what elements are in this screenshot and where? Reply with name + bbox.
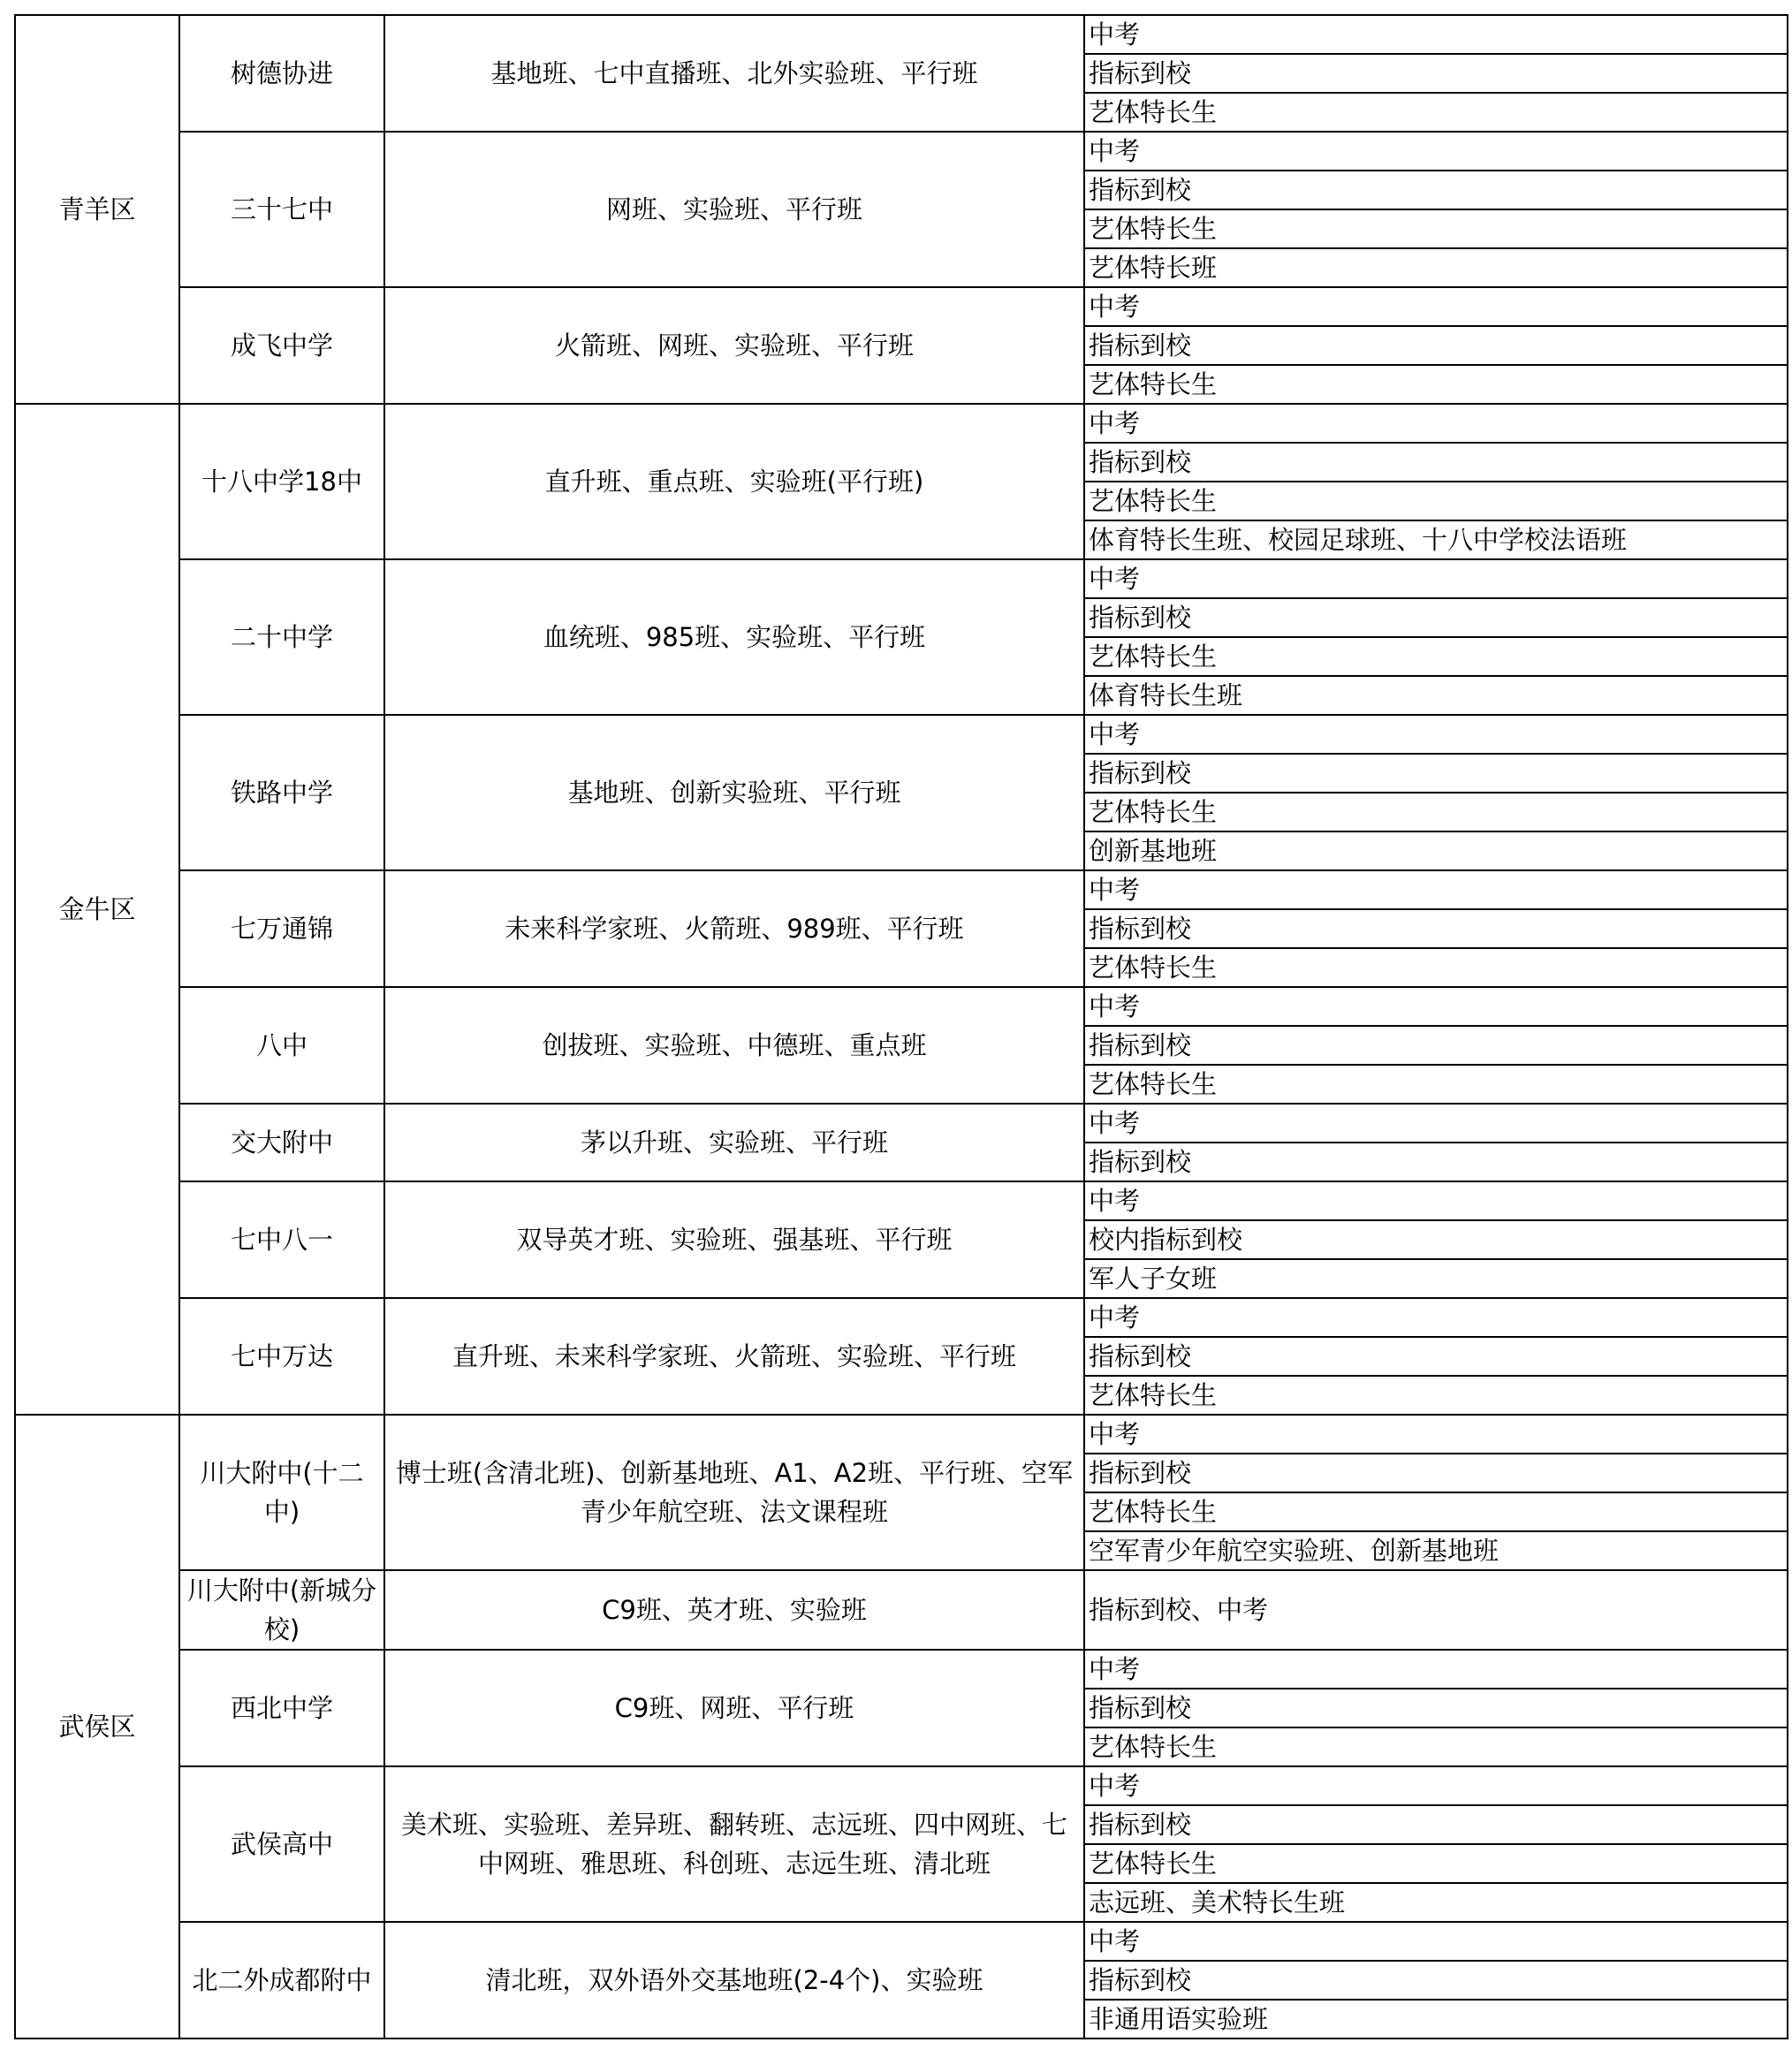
table-row (15, 132, 1788, 171)
school-name-cell: 十八中学18中 (179, 404, 384, 559)
school-name-cell: 树德协进 (179, 15, 384, 132)
enrollment-path-cell: 指标到校 (1084, 1143, 1788, 1181)
enrollment-path-cell: 艺体特长生 (1084, 209, 1788, 248)
table-row (15, 1766, 1788, 1805)
enrollment-path-cell: 指标到校 (1084, 1337, 1788, 1376)
enrollment-path-cell: 指标到校 (1084, 54, 1788, 93)
district-cell: 金牛区 (15, 404, 179, 1415)
table-row (15, 1570, 1788, 1650)
enrollment-path-cell: 中考 (1084, 1415, 1788, 1454)
class-types-cell: 创拔班、实验班、中德班、重点班 (384, 987, 1084, 1104)
class-types-cell: 美术班、实验班、差异班、翻转班、志远班、四中网班、七中网班、雅思班、科创班、志远生班、清北班 (384, 1766, 1084, 1922)
enrollment-path-cell: 指标到校 (1084, 171, 1788, 209)
table-row (15, 1922, 1788, 1961)
class-types-cell: C9班、英才班、实验班 (384, 1570, 1084, 1650)
enrollment-path-cell: 艺体特长生 (1084, 365, 1788, 404)
class-types-cell: 血统班、985班、实验班、平行班 (384, 559, 1084, 715)
enrollment-path-cell: 中考 (1084, 404, 1788, 443)
table-row (15, 1415, 1788, 1454)
enrollment-path-cell: 中考 (1084, 1298, 1788, 1337)
enrollment-path-cell: 艺体特长生 (1084, 482, 1788, 520)
enrollment-path-cell: 艺体特长生 (1084, 1065, 1788, 1104)
enrollment-path-cell: 非通用语实验班 (1084, 2000, 1788, 2039)
table-row (15, 15, 1788, 54)
enrollment-path-cell: 志远班、美术特长生班 (1084, 1883, 1788, 1922)
enrollment-path-cell: 艺体特长生 (1084, 637, 1788, 676)
enrollment-path-cell: 中考 (1084, 715, 1788, 754)
school-name-cell: 二十中学 (179, 559, 384, 715)
school-name-cell: 铁路中学 (179, 715, 384, 870)
enrollment-path-cell: 中考 (1084, 287, 1788, 326)
table-row (15, 870, 1788, 909)
class-types-cell: 火箭班、网班、实验班、平行班 (384, 287, 1084, 404)
table-row (15, 1181, 1788, 1220)
class-types-cell: 基地班、创新实验班、平行班 (384, 715, 1084, 870)
class-types-cell: 博士班(含清北班)、创新基地班、A1、A2班、平行班、空军青少年航空班、法文课程班 (384, 1415, 1084, 1570)
enrollment-path-cell: 体育特长生班、校园足球班、十八中学校法语班 (1084, 520, 1788, 559)
enrollment-path-cell: 艺体特长班 (1084, 248, 1788, 287)
school-name-cell: 武侯高中 (179, 1766, 384, 1922)
enrollment-path-cell: 中考 (1084, 1650, 1788, 1689)
enrollment-path-cell: 艺体特长生 (1084, 1727, 1788, 1766)
table-row (15, 1104, 1788, 1143)
school-name-cell: 川大附中(新城分校) (179, 1570, 384, 1650)
enrollment-path-cell: 指标到校 (1084, 754, 1788, 793)
school-name-cell: 交大附中 (179, 1104, 384, 1181)
enrollment-path-cell: 中考 (1084, 15, 1788, 54)
class-types-cell: 双导英才班、实验班、强基班、平行班 (384, 1181, 1084, 1298)
enrollment-path-cell: 校内指标到校 (1084, 1220, 1788, 1259)
table-row (15, 559, 1788, 598)
enrollment-path-cell: 军人子女班 (1084, 1259, 1788, 1298)
enrollment-path-cell: 指标到校 (1084, 443, 1788, 482)
enrollment-path-cell: 中考 (1084, 132, 1788, 171)
enrollment-path-cell: 中考 (1084, 870, 1788, 909)
enrollment-path-cell: 艺体特长生 (1084, 793, 1788, 831)
enrollment-path-cell: 指标到校 (1084, 1961, 1788, 2000)
enrollment-path-cell: 指标到校 (1084, 598, 1788, 637)
enrollment-path-cell: 指标到校 (1084, 326, 1788, 365)
enrollment-path-cell: 空军青少年航空实验班、创新基地班 (1084, 1531, 1788, 1570)
table-row (15, 404, 1788, 443)
enrollment-path-cell: 艺体特长生 (1084, 1492, 1788, 1531)
enrollment-path-cell: 中考 (1084, 1181, 1788, 1220)
table-row (15, 287, 1788, 326)
enrollment-path-cell: 体育特长生班 (1084, 676, 1788, 715)
enrollment-path-cell: 指标到校 (1084, 1689, 1788, 1727)
school-name-cell: 七中万达 (179, 1298, 384, 1415)
school-name-cell: 三十七中 (179, 132, 384, 287)
class-types-cell: 直升班、未来科学家班、火箭班、实验班、平行班 (384, 1298, 1084, 1415)
school-name-cell: 川大附中(十二中) (179, 1415, 384, 1570)
school-admissions-sheet (14, 14, 1788, 2039)
enrollment-path-cell: 艺体特长生 (1084, 1376, 1788, 1415)
school-name-cell: 北二外成都附中 (179, 1922, 384, 2039)
enrollment-path-cell: 中考 (1084, 1766, 1788, 1805)
enrollment-path-cell: 指标到校 (1084, 1454, 1788, 1492)
table-row (15, 1298, 1788, 1337)
school-name-cell: 八中 (179, 987, 384, 1104)
enrollment-path-cell: 指标到校 (1084, 909, 1788, 948)
enrollment-path-cell: 中考 (1084, 987, 1788, 1026)
enrollment-path-cell: 艺体特长生 (1084, 93, 1788, 132)
district-cell: 青羊区 (15, 15, 179, 404)
enrollment-path-cell: 艺体特长生 (1084, 1844, 1788, 1883)
enrollment-path-cell: 指标到校 (1084, 1805, 1788, 1844)
school-name-cell: 西北中学 (179, 1650, 384, 1766)
class-types-cell: 未来科学家班、火箭班、989班、平行班 (384, 870, 1084, 987)
enrollment-path-cell: 指标到校、中考 (1084, 1570, 1788, 1650)
enrollment-path-cell: 中考 (1084, 1922, 1788, 1961)
table-row (15, 1650, 1788, 1689)
class-types-cell: 茅以升班、实验班、平行班 (384, 1104, 1084, 1181)
enrollment-path-cell: 中考 (1084, 1104, 1788, 1143)
table-row (15, 715, 1788, 754)
enrollment-path-cell: 艺体特长生 (1084, 948, 1788, 987)
school-name-cell: 成飞中学 (179, 287, 384, 404)
school-name-cell: 七中八一 (179, 1181, 384, 1298)
school-name-cell: 七万通锦 (179, 870, 384, 987)
table-row (15, 987, 1788, 1026)
enrollment-path-cell: 中考 (1084, 559, 1788, 598)
enrollment-path-cell: 指标到校 (1084, 1026, 1788, 1065)
class-types-cell: 清北班，双外语外交基地班(2-4个)、实验班 (384, 1922, 1084, 2039)
school-class-table (14, 14, 1788, 2039)
class-types-cell: 基地班、七中直播班、北外实验班、平行班 (384, 15, 1084, 132)
district-cell: 武侯区 (15, 1415, 179, 2039)
class-types-cell: 网班、实验班、平行班 (384, 132, 1084, 287)
enrollment-path-cell: 创新基地班 (1084, 831, 1788, 870)
class-types-cell: 直升班、重点班、实验班(平行班) (384, 404, 1084, 559)
class-types-cell: C9班、网班、平行班 (384, 1650, 1084, 1766)
